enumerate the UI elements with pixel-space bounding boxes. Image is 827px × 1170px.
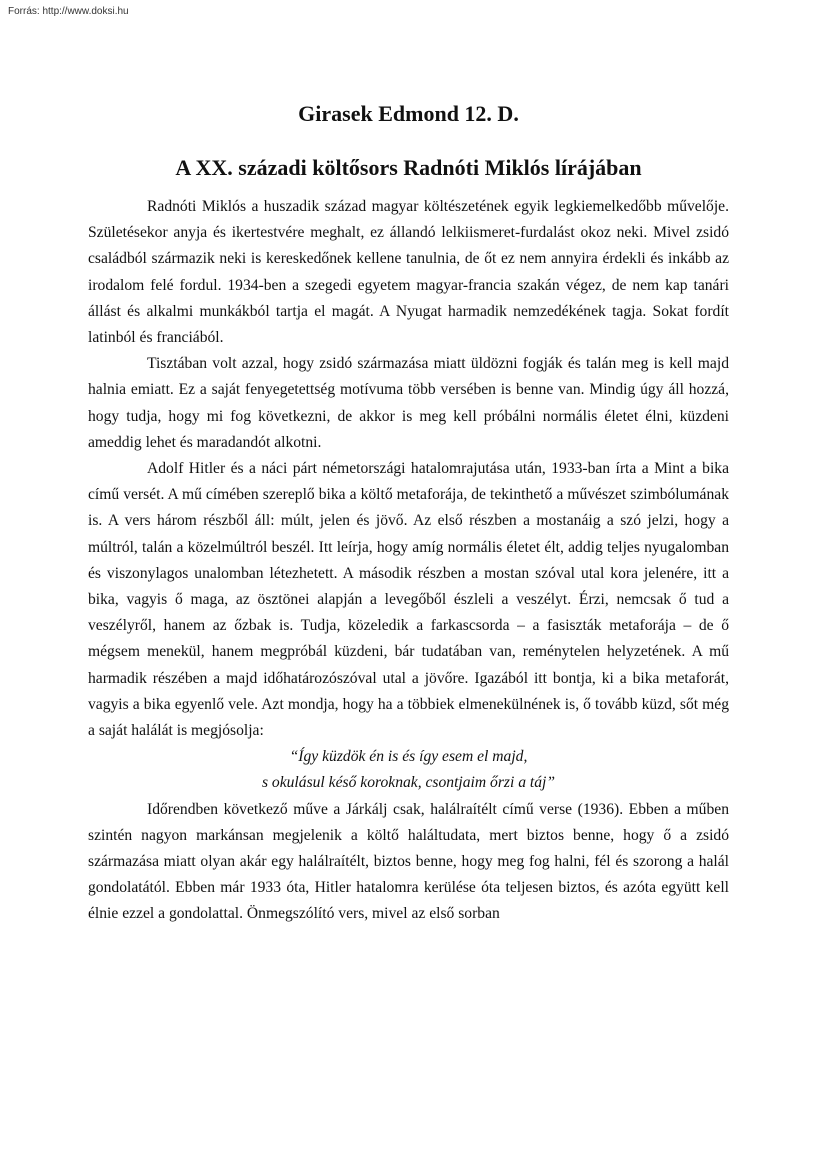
paragraph-2: Tisztában volt azzal, hogy zsidó származása miatt üldözni fogják és talán meg is kell majd halnia emiatt. Ez a saját fenyegetettség motívuma több versében is benne van. Mindig úgy áll hozzá, hogy tudja, hogy mi fog következni, de akkor is meg kell próbálni normális életet élni, küzdeni ameddig lehet és maradandót alkotni. xyxy=(88,355,729,451)
document-title: A XX. századi költősors Radnóti Miklós lírájában xyxy=(175,155,642,180)
quote-line-1: “Így küzdök én is és így esem el majd, xyxy=(289,748,528,766)
document-page xyxy=(88,96,729,928)
paragraph-1: Radnóti Miklós a huszadik század magyar költészetének egyik legkiemelkedőbb művelője. Születésekor anyja és ikertestvére meghalt, ez állandó lelkiismeret-furdalást okoz neki. Mivel zsidó családból származik neki is kereskedőnek kellene tanulnia, de őt ez nem annyira érdekli és inkább az irodalom felé fordul. 1934-ben a szegedi egyetem magyar-francia szakán végez, de nem kap tanári állást és alkalmi munkákból tartja el magát. A Nyugat harmadik nemzedékének tagja. Sokat fordít latinból és franciából. xyxy=(88,198,729,347)
author-heading: Girasek Edmond 12. D. xyxy=(298,101,519,126)
source-label: Forrás: http://www.doksi.hu xyxy=(8,6,129,17)
paragraph-3: Adolf Hitler és a náci párt németországi hatalomrajutása után, 1933-ban írta a Mint a bika című versét. A mű címében szereplő bika a költő metaforája, de tekinthető a művészet szimbólumának is. A vers három részből áll: múlt, jelen és jövő. Az első részben a mostanáig a szó jelzi, hogy a múltról, talán a közelmúltról beszél. Itt leírja, hogy amíg normális életet élt, addig teljes nyugalomban és viszonylagos unalomban létezhetett. A második részben a mostan szóval utal kora jelenére, itt a bika, vagyis ő maga, az ösztönei alapján a levegőből észleli a veszélyt. Érzi, nemcsak ő tud a veszélyről, hanem az őzbak is. Tudja, közeledik a farkascsorda – a fasiszták metaforája – de ő mégsem menekül, hanem megpróbál küzdeni, bár tudatában van, reménytelen helyzetének. A mű harmadik részében a majd időhatározószóval utal a jövőre. Igazából itt bontja, ki a bika metaforát, vagyis a bika egyenlő vele. Azt mondja, hogy ha a többiek elmenekülnének is, ő tovább küzd, sőt még a saját halálát is megjósolja: xyxy=(88,460,729,740)
document-body xyxy=(88,194,729,928)
paragraph-4: Időrendben következő műve a Járkálj csak, halálraítélt című verse (1936). Ebben a műben szintén nagyon markánsan megjelenik a költő haláltudata, mert biztos benne, hogy ő a zsidó származása miatt olyan akár egy halálraítélt, biztos benne, hogy meg fog halni, fél és szorong a halál gondolatától. Ebben már 1933 óta, Hitler hatalomra kerülése óta teljesen biztos, és azóta együtt kell élnie ezzel a gondolattal. Önmegszólító vers, mivel az első sorban xyxy=(88,800,729,923)
quote-line-2: s okulásul késő koroknak, csontjaim őrzi a táj” xyxy=(261,774,556,792)
